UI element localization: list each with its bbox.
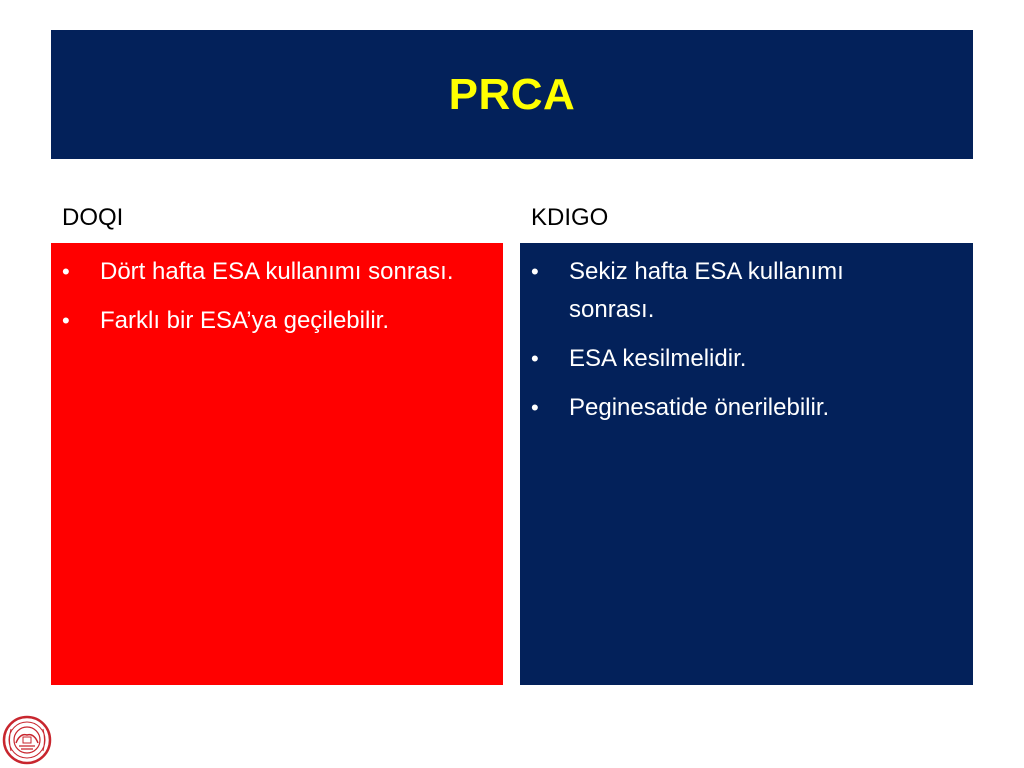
doqi-bullet-2-text: Farklı bir ESA’ya geçilebilir. xyxy=(100,307,389,334)
slide-title: PRCA xyxy=(448,69,576,119)
kdigo-bullet-1-text: Sekiz hafta ESA kullanımı sonrası. xyxy=(569,258,844,323)
doqi-heading: DOQI xyxy=(62,204,124,231)
bullet-icon: • xyxy=(531,346,539,371)
doqi-panel xyxy=(51,243,503,685)
university-seal-icon xyxy=(2,715,52,765)
slide-title-bar xyxy=(51,30,973,159)
doqi-bullet-1-text: Dört hafta ESA kullanımı sonrası. xyxy=(100,258,454,285)
doqi-bullet-1 xyxy=(51,253,460,291)
kdigo-panel xyxy=(520,243,973,685)
bullet-icon: • xyxy=(531,259,539,284)
kdigo-bullet-2-text: ESA kesilmelidir. xyxy=(569,345,747,372)
doqi-bullet-2 xyxy=(51,302,460,340)
bullet-icon: • xyxy=(62,308,70,333)
bullet-icon: • xyxy=(62,259,70,284)
kdigo-bullet-2 xyxy=(520,340,929,378)
kdigo-heading: KDIGO xyxy=(531,204,609,231)
kdigo-bullet-list xyxy=(520,253,955,427)
doqi-bullet-list xyxy=(51,253,485,340)
kdigo-bullet-3-text: Peginesatide önerilebilir. xyxy=(569,394,830,421)
bullet-icon: • xyxy=(531,395,539,420)
kdigo-bullet-1 xyxy=(520,253,929,329)
kdigo-bullet-3 xyxy=(520,389,929,427)
